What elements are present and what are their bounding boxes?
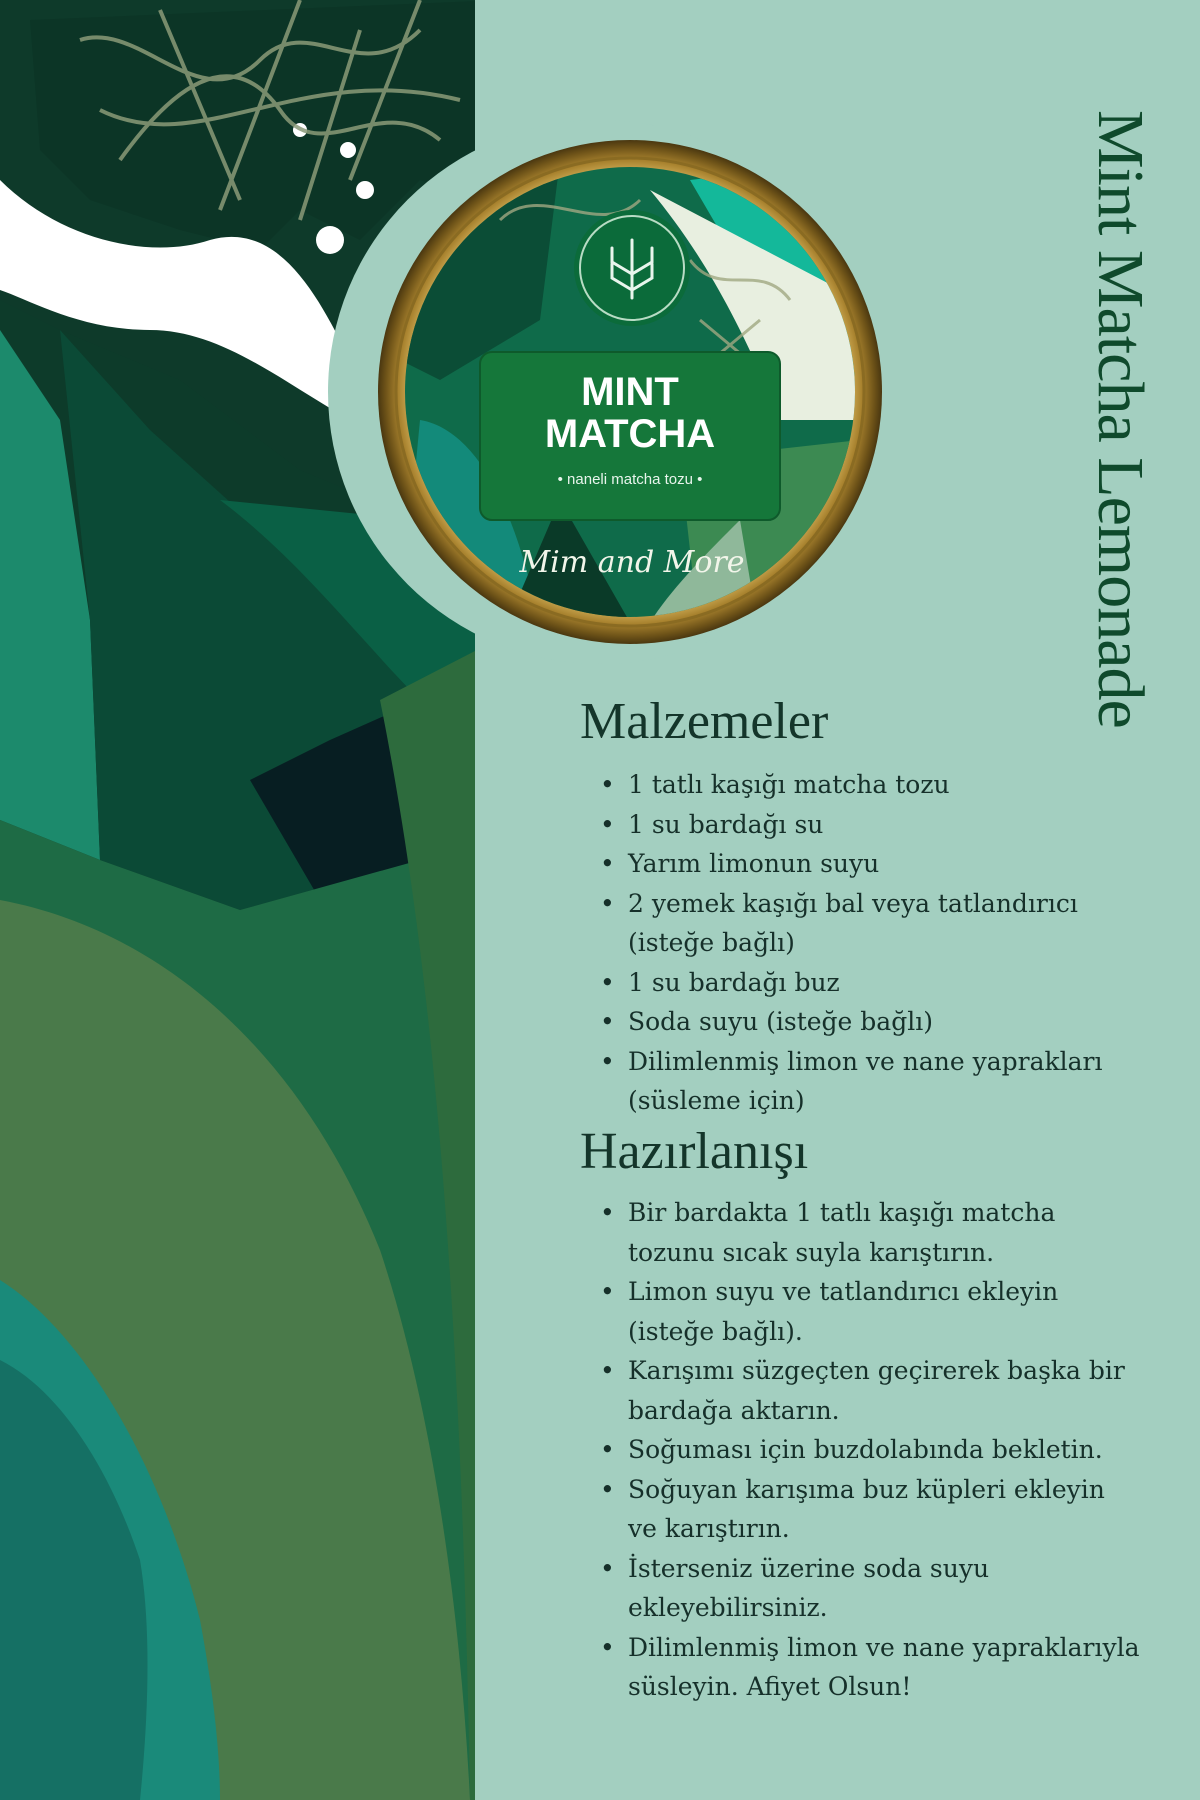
bullet-icon: • [600, 770, 615, 799]
ingredient-text: 1 tatlı kaşığı matcha tozu [628, 770, 950, 799]
list-item [600, 844, 1140, 884]
ingredient-text: 1 su bardağı su [628, 809, 824, 839]
ingredient-text: Dilimlenmiş limon ve nane yaprakları (süsleme için) [628, 1046, 1103, 1115]
preparation-heading: Hazırlanışı [580, 1123, 809, 1180]
recipe-title: Mint Matcha Lemonade [1084, 110, 1157, 728]
bullet-icon: • [600, 1356, 615, 1385]
step-text: İsterseniz üzerine soda suyu ekleyebilirsiniz. [628, 1553, 990, 1622]
preparation-steps-list [600, 1193, 1140, 1707]
bullet-icon: • [600, 809, 615, 839]
step-text: Bir bardakta 1 tatlı kaşığı matcha tozunu sıcak suyla karıştırın. [628, 1198, 1056, 1267]
ingredients-list [600, 765, 1140, 1121]
bullet-icon: • [600, 1632, 615, 1662]
bullet-icon: • [600, 888, 615, 918]
bullet-icon: • [600, 849, 615, 878]
list-item [600, 1430, 1140, 1470]
list-item [600, 1002, 1140, 1042]
bullet-icon: • [600, 1474, 615, 1504]
bullet-icon: • [600, 1277, 615, 1306]
ingredient-text: 2 yemek kaşığı bal veya tatlandırıcı (isteğe bağlı) [628, 888, 1078, 957]
product-subtitle: • naneli matcha tozu • [557, 471, 703, 488]
ingredients-heading: Malzemeler [580, 693, 829, 750]
bullet-icon: • [600, 967, 615, 997]
step-text: Soğuması için buzdolabında bekletin. [628, 1435, 1103, 1464]
bullet-icon: • [600, 1046, 615, 1076]
list-item [600, 884, 1140, 963]
product-name-line1: MINT [581, 370, 679, 414]
list-item [600, 1628, 1140, 1707]
product-name-line2: MATCHA [544, 412, 716, 456]
step-text: Limon suyu ve tatlandırıcı ekleyin (isteğe bağlı). [628, 1277, 1059, 1346]
step-text: Soğuyan karışıma buz küpleri ekleyin ve karıştırın. [628, 1474, 1105, 1543]
list-item [600, 1549, 1140, 1628]
bullet-icon: • [600, 1435, 615, 1464]
ingredient-text: 1 su bardağı buz [628, 967, 840, 997]
step-text: Karışımı süzgeçten geçirerek başka bir bardağa aktarın. [628, 1356, 1125, 1425]
step-text: Dilimlenmiş limon ve nane yapraklarıyla süsleyin. Afiyet Olsun! [628, 1632, 1140, 1701]
list-item [600, 963, 1140, 1003]
list-item [600, 1272, 1140, 1351]
bullet-icon: • [600, 1007, 615, 1036]
list-item [600, 805, 1140, 845]
ingredient-text: Soda suyu (isteğe bağlı) [628, 1007, 933, 1036]
list-item [600, 1193, 1140, 1272]
brand-signature: Mim and More [519, 545, 745, 580]
bullet-icon: • [600, 1198, 615, 1227]
list-item [600, 1042, 1140, 1121]
list-item [600, 1470, 1140, 1549]
ingredient-text: Yarım limonun suyu [628, 849, 880, 878]
list-item [600, 1351, 1140, 1430]
list-item [600, 765, 1140, 805]
bullet-icon: • [600, 1553, 615, 1583]
